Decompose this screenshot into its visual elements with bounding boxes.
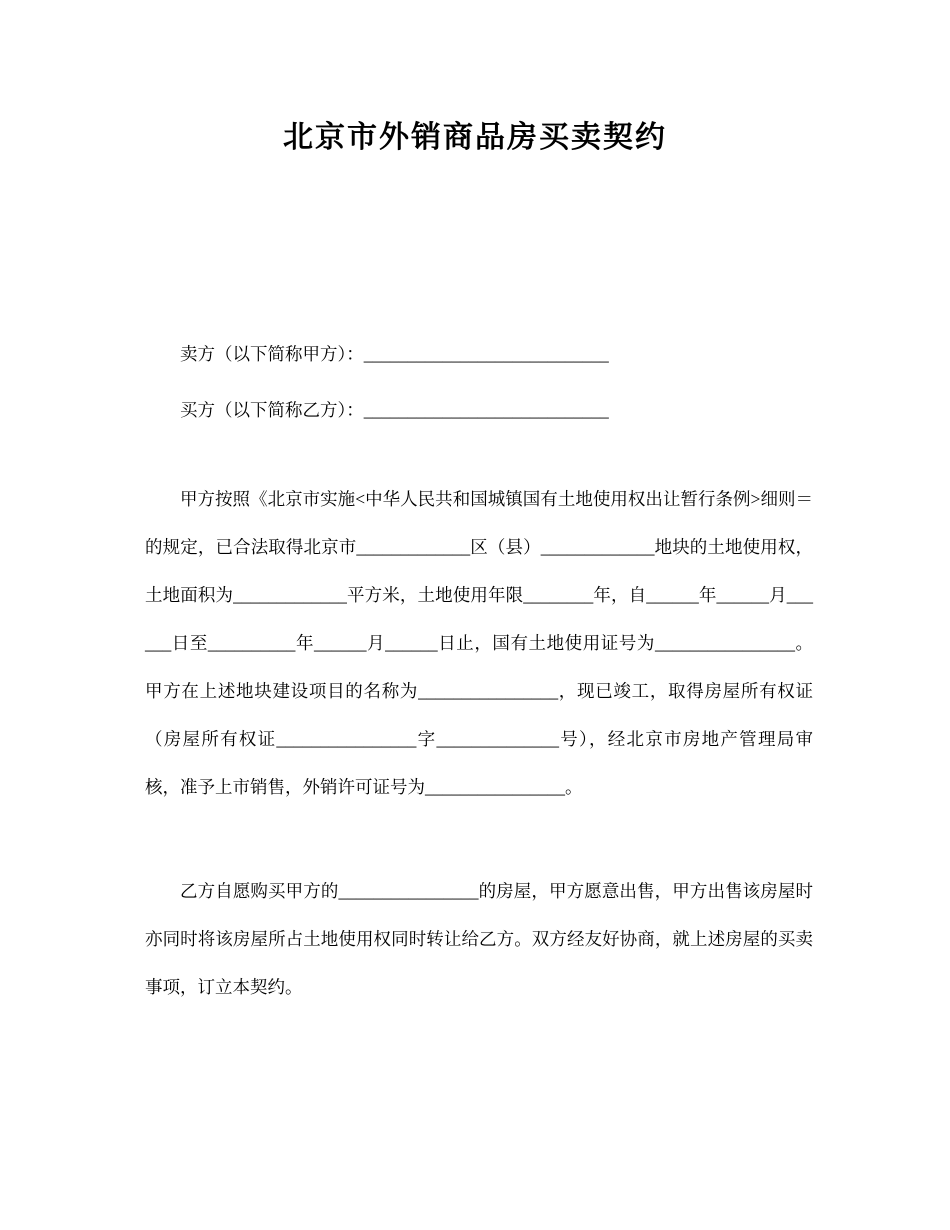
paragraph-land-use-rights: 甲方按照《北京市实施<中华人民共和国城镇国有土地使用权出让暂行条例>细则＝的规定，已合法取得北京市_____________区（县）_____________地块的土地使用权，土地面积为_____________平方米，土地使用年限________年，自______年______月______日至__________年______月______日止，国有土地使用证号为________________。甲方在上述地块建设项目的名称为________________，现已竣工，取得房屋所有权证（房屋所有权证________________字______________号），经北京市房地产管理局审核，准予上市销售，外销许可证号为________________。 [145,489,813,797]
paragraph-purchase-agreement: 乙方自愿购买甲方的________________的房屋，甲方愿意出售，甲方出售该房屋时亦同时将该房屋所占土地使用权同时转让给乙方。双方经友好协商，就上述房屋的买卖事项，订立本契约。 [145,881,813,997]
seller-party-line: 卖方（以下简称甲方）：____________________________ [180,344,609,364]
buyer-party-line: 买方（以下简称乙方）：____________________________ [180,400,609,420]
document-title: 北京市外销商品房买卖契约 [283,121,667,154]
parties-section [145,341,950,423]
